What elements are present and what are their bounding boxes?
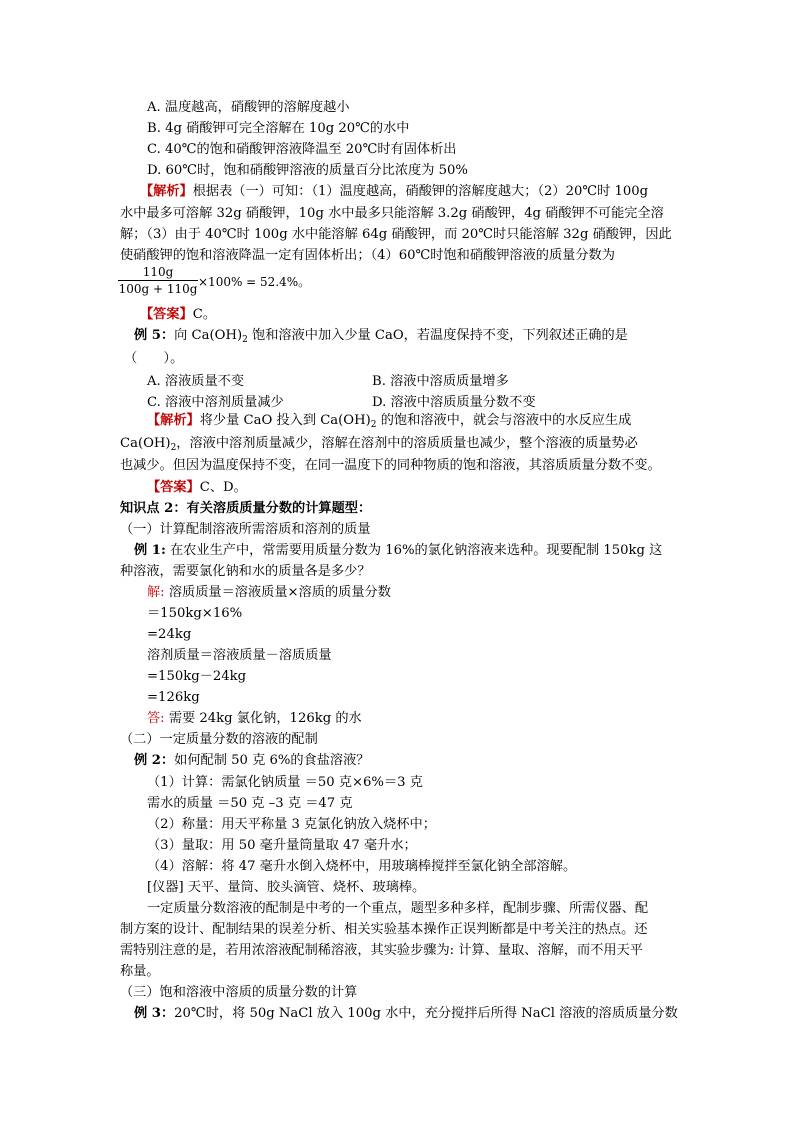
- q5-option-d: D. 溶液中溶质质量分数不变: [372, 395, 536, 410]
- note-line-2: 制方案的设计、配制结果的误差分析、相关实验基本操作正误判断都是中考关注的热点。还: [120, 922, 648, 937]
- answer-tag: 答:: [147, 711, 165, 726]
- solution-line-1: 解: 溶质质量＝溶液质量×溶质的质量分数: [147, 585, 391, 600]
- q5-analysis-line-2: $Ca(OH)_2$，溶液中溶剂质量减少，溶解在溶剂中的溶质质量也减少，整个溶液的质量势必: [120, 436, 638, 453]
- solution-line-2: ＝150kg×16%: [147, 606, 243, 621]
- fraction: [118, 265, 198, 296]
- ex3-line-1: 例 3：20℃时，将 50g NaCl 放入 100g 水中，充分搅拌后所得 NaCl 溶液的溶质质量分数: [134, 1006, 678, 1021]
- ex1-line-1: 例 1: 在农业生产中，常需要用质量分数为 16%的氯化钠溶液来选种。现要配制 150kg 这: [134, 543, 663, 558]
- q4-option-b: B. 4g 硝酸钾可完全溶解在 10g 20℃的水中: [147, 121, 410, 136]
- fraction-bar: [118, 280, 198, 281]
- q5-option-c: C. 溶液中溶剂质量减少: [147, 395, 284, 410]
- solution-line-4: 溶剂质量＝溶液质量－溶质质量: [147, 648, 332, 663]
- ex2-step-1: （1）计算：需氯化钠质量 ＝50 克×6%＝3 克: [147, 775, 423, 790]
- ex2-step-3: （3）量取：用 50 毫升量筒量取 47 毫升水；: [147, 838, 417, 853]
- solution-line-5: =150kg－24kg: [147, 669, 247, 684]
- subsection-1-heading: （一）计算配制溶液所需溶质和溶剂的质量: [120, 522, 371, 537]
- fraction-result: ×100% = 52.4%。: [198, 275, 311, 289]
- q4-analysis-line-2: 水中最多可溶解 32g 硝酸钾，10g 水中最多只能溶解 3.2g 硝酸钾，4g 硝酸钾不可能完全溶: [120, 206, 664, 221]
- q5-stem-line-2: （ ）。: [124, 351, 184, 366]
- note-line-4: 称量。: [120, 964, 160, 979]
- ex1-line-2: 种溶液，需要氯化钠和水的质量各是多少？: [120, 564, 371, 579]
- example-label: 例 1:: [134, 543, 166, 558]
- example-label: 例 3：: [134, 1006, 175, 1021]
- fraction-numerator: 110g: [142, 265, 174, 279]
- note-line-3: 需特别注意的是，若用浓溶液配制稀溶液，其实验步骤为: 计算、量取、溶解，而不用天平: [120, 943, 643, 958]
- answer-line: 答: 需要 24kg 氯化钠，126kg 的水: [147, 711, 362, 726]
- q4-option-a: A. 温度越高，硝酸钾的溶解度越小: [147, 100, 350, 115]
- ex2-step-2: （2）称量：用天平称量 3 克氯化钠放入烧杯中；: [147, 817, 436, 832]
- q4-option-c: C. 40℃的饱和硝酸钾溶液降温至 20℃时有固体析出: [147, 142, 457, 157]
- q4-analysis-line-3: 解；（3）由于 40℃时 100g 水中能溶解 64g 硝酸钾，而 20℃时只能溶解 32g 硝酸钾，因此: [120, 227, 672, 242]
- q5-option-b: B. 溶液中溶质质量增多: [372, 374, 509, 389]
- q5-analysis-line-3: 也减少。但因为温度保持不变，在同一温度下的同种物质的饱和溶液，其溶质质量分数不变。: [120, 458, 661, 473]
- q4-answer: 【答案】C。: [140, 307, 217, 322]
- q5-answer: 【答案】C、D。: [147, 480, 247, 495]
- subsection-2-heading: （二）一定质量分数的溶液的配制: [120, 732, 318, 747]
- subsection-3-heading: （三）饱和溶液中溶质的质量分数的计算: [120, 985, 358, 1000]
- ex2-step-1b: 需水的质量 ＝50 克 –3 克 ＝47 克: [147, 796, 353, 811]
- q5-stem-line-1: 例 5：向 $Ca(OH)_2$ 饱和溶液中加入少量 CaO，若温度保持不变，下列叙述正确的是: [134, 328, 628, 345]
- ex2-instruments: [仪器] 天平、量筒、胶头滴管、烧杯、玻璃棒。: [147, 880, 426, 895]
- answer-tag: 【答案】: [147, 480, 200, 495]
- q4-option-d: D. 60℃时，饱和硝酸钾溶液的质量百分比浓度为 50%: [147, 163, 468, 178]
- q4-analysis-line-1: 【解析】根据表（一）可知：（1）温度越高，硝酸钾的溶解度越大；（2）20℃时 100g: [140, 184, 649, 199]
- analysis-tag: 【解析】: [147, 413, 200, 428]
- example-label: 例 2：: [134, 753, 175, 768]
- analysis-tag: 【解析】: [140, 184, 193, 199]
- answer-tag: 【答案】: [140, 307, 193, 322]
- ex2-step-4: （4）溶解：将 47 毫升水倒入烧杯中，用玻璃棒搅拌至氯化钠全部溶解。: [147, 859, 577, 874]
- solution-line-6: =126kg: [147, 690, 200, 705]
- section-heading: 知识点 2：有关溶质质量分数的计算题型：: [120, 501, 372, 516]
- q5-option-a: A. 溶液质量不变: [147, 374, 245, 389]
- q5-analysis-line-1: 【解析】将少量 CaO 投入到 $Ca(OH)_2$ 的饱和溶液中，就会与溶液中的水反应生成: [147, 413, 632, 430]
- ex2-stem: 例 2：如何配制 50 克 6%的食盐溶液？: [134, 753, 370, 768]
- q4-analysis-line-4: 使硝酸钾的饱和溶液降温一定有固体析出；（4）60℃时饱和硝酸钾溶液的质量分数为: [120, 248, 615, 263]
- solution-line-3: =24kg: [147, 627, 192, 642]
- fraction-denominator: 100g + 110g: [118, 282, 198, 296]
- note-line-1: 一定质量分数溶液的配制是中考的一个重点，题型多种多样，配制步骤、所需仪器、配: [147, 901, 649, 916]
- solution-tag: 解:: [147, 585, 165, 600]
- example-label: 例 5：: [134, 328, 175, 343]
